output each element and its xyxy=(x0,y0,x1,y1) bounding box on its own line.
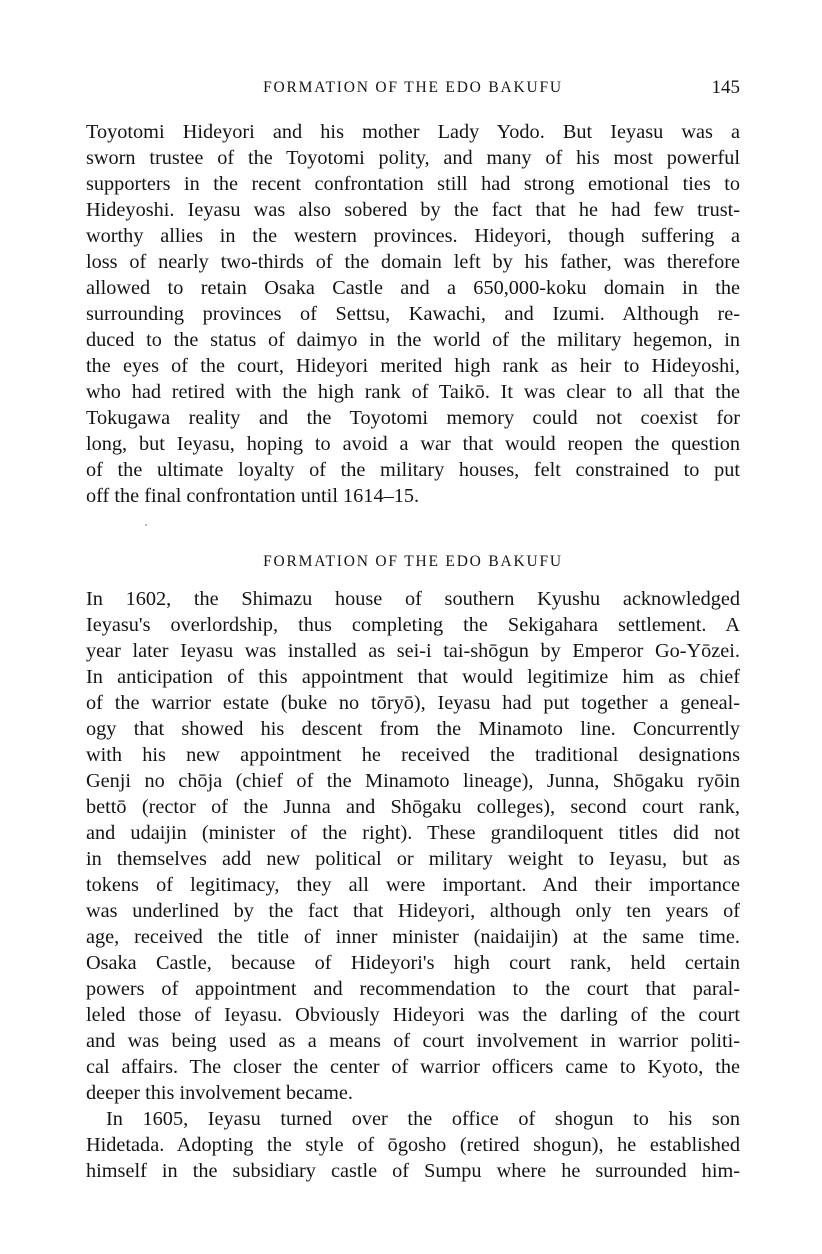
text-line: Toyotomi Hideyori and his mother Lady Yodo. But Ieyasu was a xyxy=(86,121,740,143)
ink-speck xyxy=(145,524,147,526)
text-line: Genji no chōja (chief of the Minamoto lineage), Junna, Shōgaku ryōin xyxy=(86,770,740,792)
text-line: Hidetada. Adopting the style of ōgosho (retired shogun), he established xyxy=(86,1134,740,1156)
text-line: In 1602, the Shimazu house of southern Kyushu acknowledged xyxy=(86,588,740,610)
text-line: ogy that showed his descent from the Minamoto line. Concurrently xyxy=(86,718,740,740)
text-line: of the ultimate loyalty of the military houses, felt constrained to put xyxy=(86,459,740,481)
text-line: in themselves add new political or military weight to Ieyasu, but as xyxy=(86,848,740,870)
text-line: Tokugawa reality and the Toyotomi memory could not coexist for xyxy=(86,407,740,429)
text-line: was underlined by the fact that Hideyori, although only ten years of xyxy=(86,900,740,922)
text-line: Hideyoshi. Ieyasu was also sobered by the fact that he had few trust- xyxy=(86,199,740,221)
text-line: long, but Ieyasu, hoping to avoid a war that would reopen the question xyxy=(86,433,740,455)
running-title: FORMATION OF THE EDO BAKUFU xyxy=(263,79,563,96)
text-line: worthy allies in the western provinces. Hideyori, though suffering a xyxy=(86,225,740,247)
text-line: of the warrior estate (buke no tōryō), Ieyasu had put together a geneal- xyxy=(86,692,740,714)
text-line: himself in the subsidiary castle of Sumpu where he surrounded him- xyxy=(86,1160,740,1182)
page-number: 145 xyxy=(711,77,740,98)
paragraph-continued xyxy=(86,119,740,509)
text-line: and was being used as a means of court involvement in warrior politi- xyxy=(86,1030,740,1052)
text-line: the eyes of the court, Hideyori merited high rank as heir to Hideyoshi, xyxy=(86,355,740,377)
text-line: and udaijin (minister of the right). These grandiloquent titles did not xyxy=(86,822,740,844)
text-line: off the final confrontation until 1614–15. xyxy=(86,485,420,507)
text-line: loss of nearly two-thirds of the domain left by his father, was therefore xyxy=(86,251,740,273)
text-line: leled those of Ieyasu. Obviously Hideyori was the darling of the court xyxy=(86,1004,740,1026)
section-heading: FORMATION OF THE EDO BAKUFU xyxy=(263,553,563,570)
text-line: powers of appointment and recommendation to the court that paral- xyxy=(86,978,740,1000)
paragraph xyxy=(86,586,740,1184)
running-header xyxy=(86,74,740,102)
text-line: surrounding provinces of Settsu, Kawachi, and Izumi. Although re- xyxy=(86,303,740,325)
text-line: supporters in the recent confrontation still had strong emotional ties to xyxy=(86,173,740,195)
text-line: sworn trustee of the Toyotomi polity, and many of his most powerful xyxy=(86,147,740,169)
text-line: with his new appointment he received the traditional designations xyxy=(86,744,740,766)
text-line: Osaka Castle, because of Hideyori's high court rank, held certain xyxy=(86,952,740,974)
text-line: In 1605, Ieyasu turned over the office of shogun to his son xyxy=(106,1108,740,1130)
text-line: age, received the title of inner minister (naidaijin) at the same time. xyxy=(86,926,740,948)
text-line: who had retired with the high rank of Taikō. It was clear to all that the xyxy=(86,381,740,403)
text-line: duced to the status of daimyo in the world of the military hegemon, in xyxy=(86,329,740,351)
text-line: tokens of legitimacy, they all were important. And their importance xyxy=(86,874,740,896)
text-line: allowed to retain Osaka Castle and a 650,000-koku domain in the xyxy=(86,277,740,299)
text-line: deeper this involvement became. xyxy=(86,1082,353,1104)
text-line: cal affairs. The closer the center of warrior officers came to Kyoto, the xyxy=(86,1056,740,1078)
text-line: In anticipation of this appointment that would legitimize him as chief xyxy=(86,666,740,688)
text-line: year later Ieyasu was installed as sei-i tai-shōgun by Emperor Go-Yōzei. xyxy=(86,640,740,662)
text-line: bettō (rector of the Junna and Shōgaku colleges), second court rank, xyxy=(86,796,740,818)
text-line: Ieyasu's overlordship, thus completing the Sekigahara settlement. A xyxy=(86,614,740,636)
